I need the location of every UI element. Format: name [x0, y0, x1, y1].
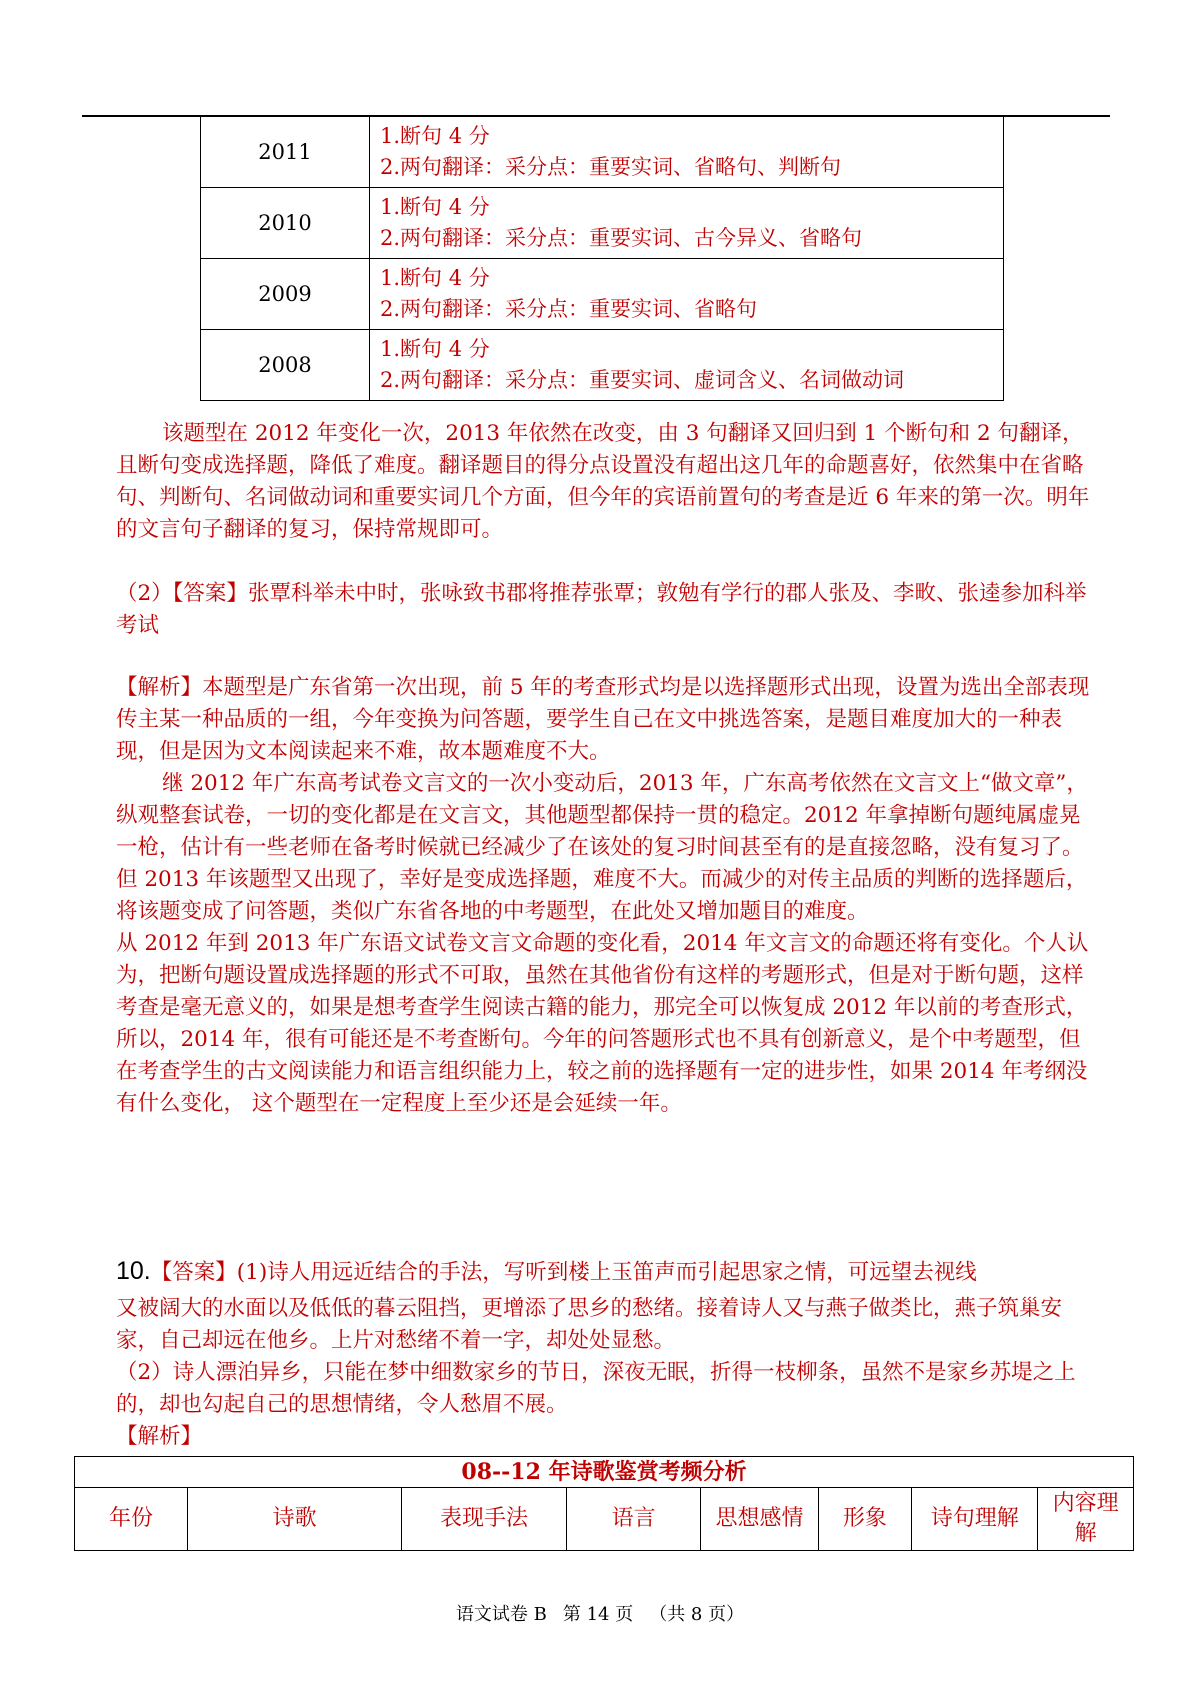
column-header: 语言	[566, 1488, 701, 1551]
column-header: 思想感情	[701, 1488, 818, 1551]
answer-2	[116, 578, 1092, 642]
column-header: 年份	[75, 1488, 188, 1551]
scoring-table	[200, 116, 1004, 401]
points-cell: 1.断句 4 分 2.两句翻译：采分点：重要实词、省略句	[370, 259, 1004, 330]
column-header: 形象	[818, 1488, 912, 1551]
footer-page: 第 14 页	[562, 1604, 634, 1625]
table-row	[201, 259, 1004, 330]
table-title-row	[75, 1457, 1134, 1488]
table-title: 08--12 年诗歌鉴赏考频分析	[75, 1457, 1134, 1488]
column-header: 表现手法	[402, 1488, 567, 1551]
analysis-text: 本题型是广东省第一次出现，前 5 年的考查形式均是以选择题形式出现，设置为选出全部表现传主某一种品质的一组，今年变换为问答题，要学生自己在文中挑选答案，是题目难度加大的一种表现，但是因为文本阅读起来不难，故本题难度不大。	[116, 675, 1090, 764]
analysis-block	[116, 672, 1092, 1120]
year-cell: 2009	[201, 259, 370, 330]
analysis-label: 【解析】	[116, 675, 203, 700]
answer-label: （2）【答案】	[116, 581, 248, 606]
question-10	[116, 1253, 1092, 1453]
table-row	[201, 117, 1004, 188]
points-cell: 1.断句 4 分 2.两句翻译：采分点：重要实词、省略句、判断句	[370, 117, 1004, 188]
answer-2: （2）诗人漂泊异乡，只能在梦中细数家乡的节日，深夜无眠，折得一枝柳条，虽然不是家乡苏堤之上的，却也勾起自己的思想情绪，令人愁眉不展。	[116, 1360, 1076, 1417]
table-row	[201, 330, 1004, 401]
table-row	[201, 188, 1004, 259]
table-header-row	[75, 1488, 1134, 1551]
year-cell: 2010	[201, 188, 370, 259]
poetry-frequency-table	[74, 1456, 1134, 1551]
paragraph-summary: 该题型在 2012 年变化一次，2013 年依然在改变，由 3 句翻译又回归到 1 个断句和 2 句翻译，且断句变成选择题，降低了难度。翻译题目的得分点设置没有超出这几年的命题喜好，依然集中在省略句、判断句、名词做动词和重要实词几个方面，但今年的宾语前置句的考查是近 6 年来的第一次。明年的文言句子翻译的复习，保持常规即可。	[116, 421, 1090, 542]
column-header: 内容理解	[1038, 1488, 1134, 1551]
year-cell: 2011	[201, 117, 370, 188]
answer-text: 张覃科举未中时，张咏致书郡将推荐张覃；敦勉有学行的郡人张及、李畋、张逵参加科举考试	[116, 581, 1087, 638]
year-cell: 2008	[201, 330, 370, 401]
answer-1-start: (1)诗人用远近结合的手法，写听到楼上玉笛声而引起思家之情，可远望去视线	[236, 1260, 977, 1285]
analysis-label: 【解析】	[116, 1424, 203, 1449]
points-cell: 1.断句 4 分 2.两句翻译：采分点：重要实词、古今异义、省略句	[370, 188, 1004, 259]
footer-total: （共 8 页）	[649, 1604, 745, 1625]
column-header: 诗句理解	[912, 1488, 1038, 1551]
answer-label: 【答案】	[150, 1260, 237, 1285]
analysis-paragraph	[116, 672, 1092, 768]
footer-paper: 语文试卷 B	[455, 1604, 547, 1625]
paragraph-change: 继 2012 年广东高考试卷文言文的一次小变动后，2013 年，广东高考依然在文言文上“做文章”，纵观整套试卷，一切的变化都是在文言文，其他题型都保持一贯的稳定。2012 年拿掉断句题纯属虚晃一枪，估计有一些老师在备考时候就已经减少了在该处的复习时间甚至有的是直接忽略，没有复习了。但 2013 年该题型又出现了，幸好是变成选择题，难度不大。而减少的对传主品质的判断的选择题后，将该题变成了问答题，类似广东省各地的中考题型，在此处又增加题目的难度。	[116, 771, 1088, 924]
paragraph-forecast: 从 2012 年到 2013 年广东语文试卷文言文命题的变化看，2014 年文言文的命题还将有变化。个人认为，把断句题设置成选择题的形式不可取，虽然在其他省份有这样的考题形式，但是对于断句题，这样考查是毫无意义的，如果是想考查学生阅读古籍的能力，那完全可以恢复成 2012 年以前的考查形式，所以，2014 年，很有可能还是不考查断句。今年的问答题形式也不具有创新意义，是个中考题型，但在考查学生的古文阅读能力和语言组织能力上，较之前的选择题有一定的进步性，如果 2014 年考纲没有什么变化， 这个题型在一定程度上至少还是会延续一年。	[116, 931, 1089, 1116]
column-header: 诗歌	[188, 1488, 402, 1551]
answer-1-rest: 又被阔大的水面以及低低的暮云阻挡，更增添了思乡的愁绪。接着诗人又与燕子做类比，燕子筑巢安家，自己却远在他乡。上片对愁绪不着一字，却处处显愁。	[116, 1296, 1063, 1353]
points-cell: 1.断句 4 分 2.两句翻译：采分点：重要实词、虚词含义、名词做动词	[370, 330, 1004, 401]
page-footer	[0, 1600, 1200, 1626]
question-number: 10.	[116, 1257, 151, 1285]
